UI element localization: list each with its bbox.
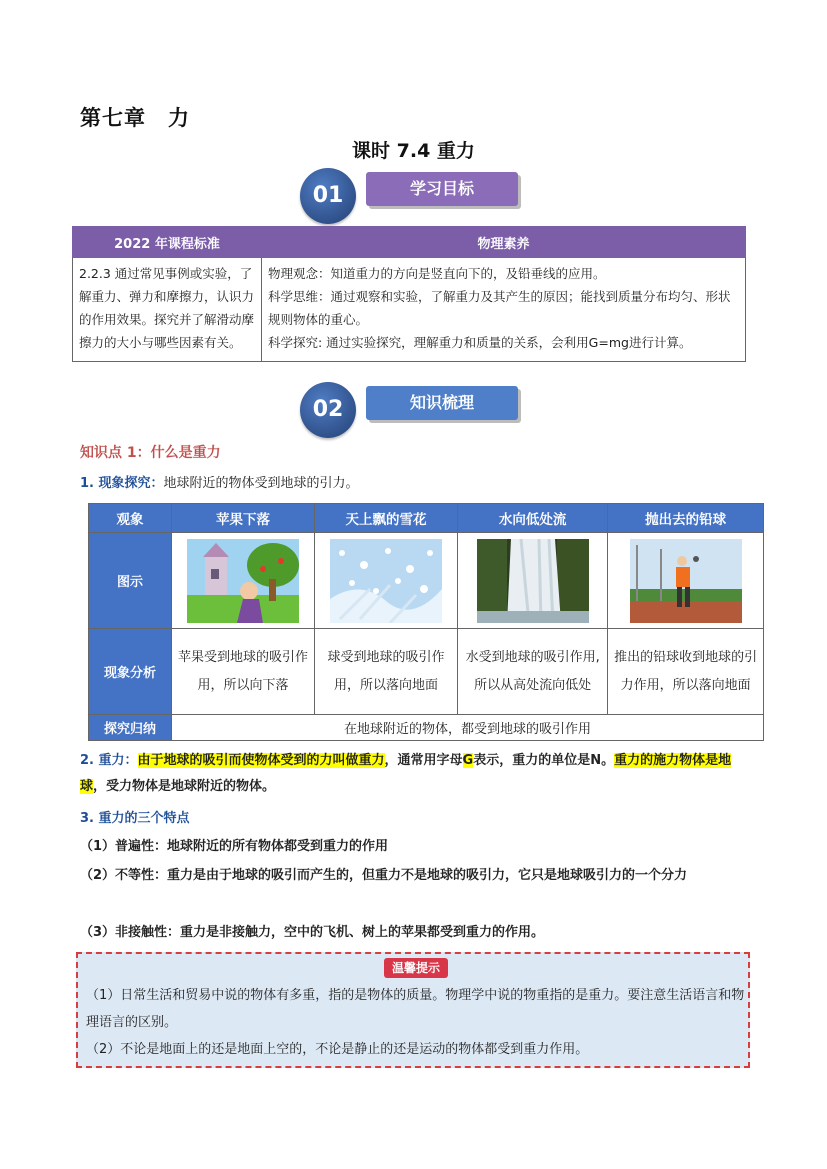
feature-inequality [80, 862, 752, 890]
item-text: 地球附近的物体受到地球的引力。 [163, 476, 359, 491]
item-text: ，受力物体是地球附近的物体。 [93, 779, 276, 794]
goals-table [72, 226, 746, 362]
feature-label: （2）不等性： [80, 868, 168, 883]
feature-text: 地球附近的所有物体都受到重力的作用 [167, 839, 389, 854]
standard-cell: 2.2.3 通过常见事例或实验，了解重力、弹力和摩擦力，认识力的作用效果。探究并了解滑动摩擦力的大小与哪些因素有关。 [73, 258, 262, 362]
knowledge-point-title: 知识点 1：什么是重力 [80, 445, 221, 461]
apple-fall-illustration [187, 539, 299, 623]
literacy-line: 科学探究: 通过实验探究，理解重力和质量的关系，会利用G=mg进行计算。 [268, 335, 692, 350]
highlight-letter: G [462, 753, 474, 768]
analysis-cell: 推出的铅球收到地球的引力作用，所以落向地面 [608, 629, 764, 715]
tip-box [76, 952, 750, 1068]
section-label: 学习目标 [366, 172, 518, 206]
row-label-phenomenon: 观象 [89, 504, 172, 533]
item-label: 1. 现象探究： [80, 476, 164, 491]
col-header: 苹果下落 [172, 504, 315, 533]
goals-header-standard: 2022 年课程标准 [73, 227, 262, 258]
illustration-cell [315, 533, 458, 629]
conclusion-cell: 在地球附近的物体，都受到地球的吸引作用 [172, 715, 764, 741]
snowflake-illustration [330, 539, 442, 623]
chapter-title: 第七章 力 [80, 106, 190, 130]
literacy-cell [262, 258, 746, 362]
col-header: 天上飘的雪花 [315, 504, 458, 533]
analysis-cell: 球受到地球的吸引作用，所以落向地面 [315, 629, 458, 715]
item-text: 表示，重力的单位是N。 [473, 753, 615, 768]
item-label: 2. 重力： [80, 753, 138, 768]
tip-line: （1）日常生活和贸易中说的物体有多重，指的是物体的质量。物理学中说的物重指的是重力。要注意生活语言和物理语言的区别。 [86, 988, 745, 1030]
section-number-badge: 02 [300, 382, 356, 438]
tip-badge: 温馨提示 [384, 958, 448, 978]
analysis-cell: 水受到地球的吸引作用,所以从高处流向低处 [458, 629, 608, 715]
literacy-line: 物理观念：知道重力的方向是竖直向下的，及铅垂线的应用。 [268, 266, 606, 281]
analysis-cell: 苹果受到地球的吸引作用，所以向下落 [172, 629, 315, 715]
feature-label: （1）普遍性： [80, 839, 168, 854]
section-banner-goals [300, 168, 530, 220]
phenomena-table [88, 503, 764, 741]
illustration-cell [458, 533, 608, 629]
feature-noncontact [80, 920, 752, 946]
item-phenomenon [80, 471, 359, 497]
goals-header-literacy: 物理素养 [262, 227, 746, 258]
row-label-analysis: 现象分析 [89, 629, 172, 715]
item-three-features [80, 806, 190, 832]
feature-text: 重力是非接触力，空中的飞机、树上的苹果都受到重力的作用。 [180, 925, 545, 940]
item-gravity-definition [80, 748, 752, 800]
feature-text: 重力是由于地球的吸引而产生的，但重力不是地球的吸引力，它只是地球吸引力的一个分力 [167, 868, 688, 883]
waterfall-illustration [477, 539, 589, 623]
highlight-definition: 由于地球的吸引而使物体受到的力叫做重力 [137, 753, 385, 768]
feature-label: （3）非接触性： [80, 925, 181, 940]
literacy-line: 科学思维：通过观察和实验，了解重力及其产生的原因；能找到质量分布均匀、形状规则物体的重心。 [268, 289, 731, 327]
item-label: 3. 重力的三个特点 [80, 811, 190, 826]
row-label-conclusion: 探究归纳 [89, 715, 172, 741]
tip-line: （2）不论是地面上的还是地面上空的，不论是静止的还是运动的物体都受到重力作用。 [86, 1042, 589, 1057]
shot-put-illustration [630, 539, 742, 623]
row-label-illustration: 图示 [89, 533, 172, 629]
feature-universality [80, 834, 752, 860]
illustration-cell [172, 533, 315, 629]
tip-text [86, 982, 746, 1063]
section-number-badge: 01 [300, 168, 356, 224]
highlight-applier: 重力的施力物体是地球 [80, 753, 732, 794]
lesson-title: 课时 7.4 重力 [352, 140, 475, 162]
item-text: ，通常用字母 [384, 753, 463, 768]
col-header: 水向低处流 [458, 504, 608, 533]
illustration-cell [608, 533, 764, 629]
section-label: 知识梳理 [366, 386, 518, 420]
col-header: 抛出去的铅球 [608, 504, 764, 533]
section-banner-knowledge [300, 382, 530, 434]
